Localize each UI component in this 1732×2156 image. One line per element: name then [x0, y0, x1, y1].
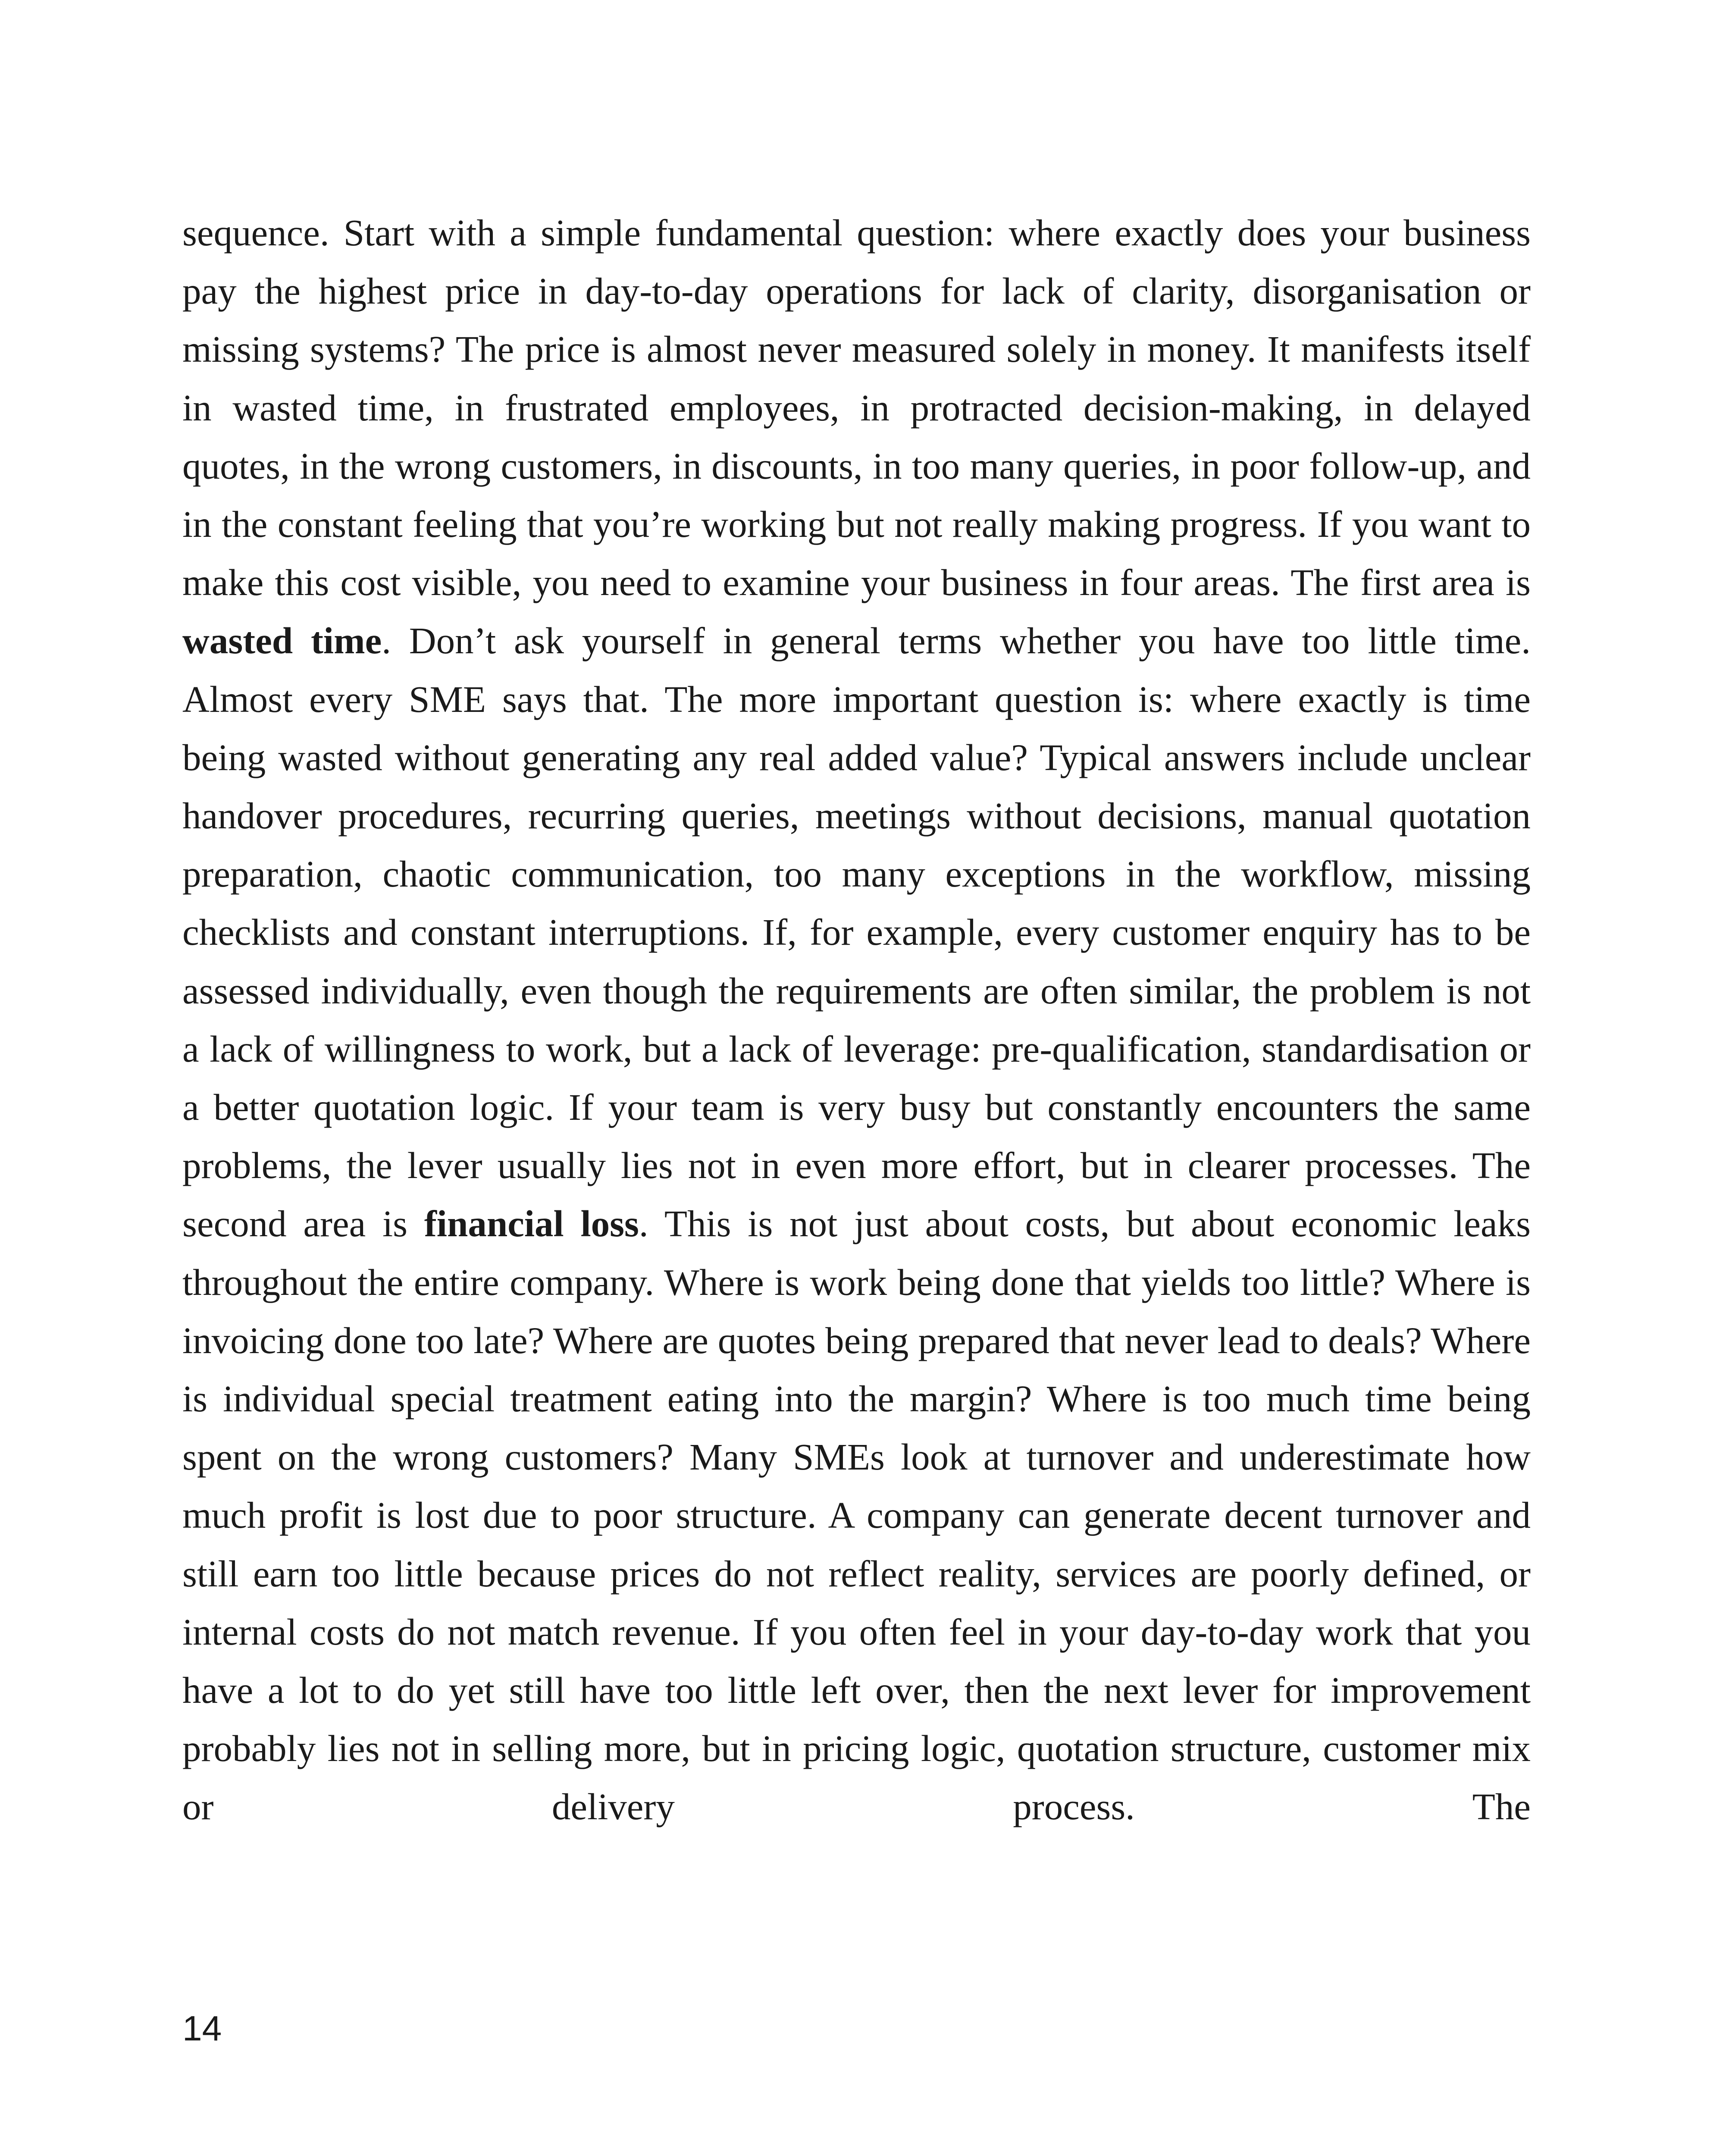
page-number: 14	[182, 2009, 222, 2048]
bold-term-wasted-time: wasted time	[182, 620, 382, 662]
body-paragraph	[182, 204, 1531, 1836]
bold-term-financial-loss: financial loss	[424, 1203, 639, 1245]
paragraph-text-segment: . This is not just about costs, but about economic leaks throughout the entire company. Where is work being done that yields too little? Where is invoicing done too late? Where are quotes being prepared that never lead to deals? Where is individual special treatment eating into the margin? Where is too much time being spent on the wrong customers? Many SMEs look at turnover and underestimate how much profit is lost due to poor structure. A company can generate decent turnover and still earn too little because prices do not reflect reality, services are poorly defined, or internal costs do not match revenue. If you often feel in your day-to-day work that you have a lot to do yet still have too little left over, then the next lever for improvement probably lies not in selling more, but in pricing logic, quotation structure, customer mix or delivery process. The	[182, 1203, 1531, 1828]
paragraph-text-segment: . Don’t ask yourself in general terms whether you have too little time. Almost every SME says that. The more important question is: where exactly is time being wasted without generating any real added value? Typical answers include unclear handover procedures, recurring queries, meetings without decisions, manual quotation preparation, chaotic communication, too many exceptions in the workflow, missing checklists and constant interruptions. If, for example, every customer enquiry has to be assessed individually, even though the requirements are often similar, the problem is not a lack of willingness to work, but a lack of leverage: pre-qualification, standardisation or a better quotation logic. If your team is very busy but constantly encounters the same problems, the lever usually lies not in even more effort, but in clearer processes. The second area is	[182, 620, 1531, 1245]
paragraph-text-segment: sequence. Start with a simple fundamental question: where exactly does your business pay the highest price in day-to-day operations for lack of clarity, disorganisation or missing systems? The price is almost never measured solely in money. It manifests itself in wasted time, in frustrated employees, in protracted decision-making, in delayed quotes, in the wrong customers, in discounts, in too many queries, in poor follow-up, and in the constant feeling that you’re working but not really making progress. If you want to make this cost visible, you need to examine your business in four areas. The first area is	[182, 212, 1531, 604]
